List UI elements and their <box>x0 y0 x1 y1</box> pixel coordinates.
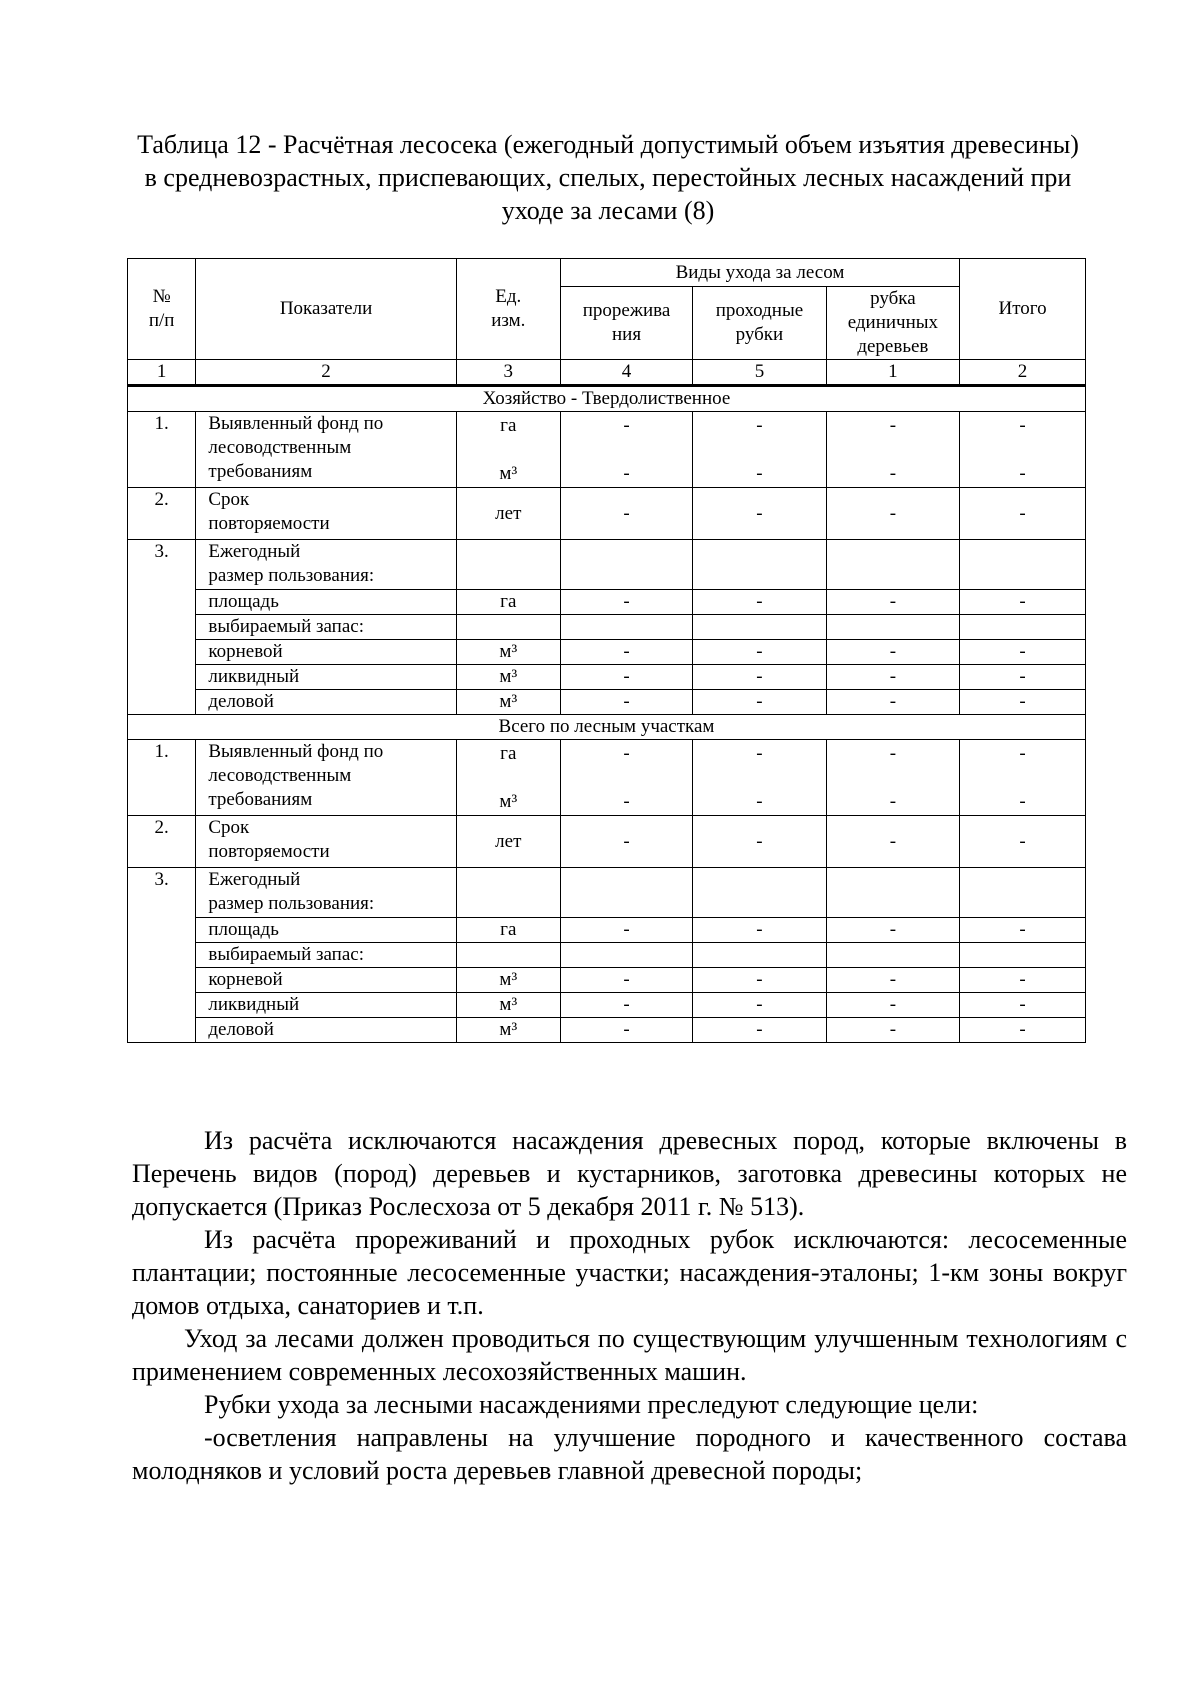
indicator-label: Ежегодный размер пользования: <box>196 868 456 918</box>
value-bottom: - <box>756 790 763 812</box>
indicator-label: Выявленный фонд по лесоводственным требованиям <box>196 740 456 816</box>
index-cell: 2 <box>960 360 1086 386</box>
value-cell <box>693 540 826 590</box>
unit-cell: м³ <box>456 1018 560 1043</box>
value-cell: - <box>826 590 959 615</box>
value-cell: - <box>960 816 1086 868</box>
value-cell <box>826 540 959 590</box>
value-cell: - <box>960 968 1086 993</box>
index-cell: 5 <box>693 360 826 386</box>
indicator-label: корневой <box>196 968 456 993</box>
value-cell: - <box>826 816 959 868</box>
table-title: Таблица 12 - Расчётная лесосека (ежегодный допустимый объем изъятия древесины) в средневозрастных, приспевающих, спелых, перестойных лесных насаждений при уходе за лесами (8) <box>137 130 1079 225</box>
row-number: 1. <box>128 740 196 816</box>
index-cell: 4 <box>560 360 692 386</box>
row-number: 3. <box>128 540 196 715</box>
unit-cell: лет <box>456 488 560 540</box>
table-row <box>128 968 1086 993</box>
value-cell <box>960 868 1086 918</box>
value-cell: - <box>693 816 826 868</box>
unit-cell: м³ <box>456 968 560 993</box>
value-cell <box>560 412 692 488</box>
value-top: - <box>1019 742 1026 764</box>
value-cell <box>560 615 692 640</box>
row-number: 2. <box>128 816 196 868</box>
row-number: 1. <box>128 412 196 488</box>
header-care-types: Виды ухода за лесом <box>560 259 959 287</box>
value-cell <box>693 412 826 488</box>
value-cell: - <box>826 640 959 665</box>
value-bottom: - <box>623 462 630 484</box>
value-cell: - <box>693 665 826 690</box>
value-cell: - <box>826 488 959 540</box>
value-top: - <box>1019 414 1026 436</box>
value-cell <box>826 740 959 816</box>
unit-cell: м³ <box>456 665 560 690</box>
indicator-label: Срок повторяемости <box>196 488 456 540</box>
value-top: - <box>756 742 763 764</box>
index-cell: 2 <box>196 360 456 386</box>
value-cell: - <box>960 1018 1086 1043</box>
value-cell: - <box>960 665 1086 690</box>
unit-cell: га <box>456 590 560 615</box>
value-top: - <box>756 414 763 436</box>
value-cell: - <box>960 993 1086 1018</box>
value-cell <box>960 615 1086 640</box>
value-cell <box>693 943 826 968</box>
value-cell <box>960 540 1086 590</box>
paragraph: Уход за лесами должен проводиться по существующим улучшенным технологиям с применением современных лесохозяйственных машин. <box>132 1324 1127 1386</box>
section-heading: Хозяйство - Твердолиственное <box>128 386 1086 412</box>
value-cell: - <box>693 918 826 943</box>
indicator-label: Ежегодный размер пользования: <box>196 540 456 590</box>
value-cell: - <box>693 1018 826 1043</box>
paragraph: Рубки ухода за лесными насаждениями преследуют следующие цели: <box>204 1390 979 1419</box>
allowable-cut-table <box>127 258 1086 1043</box>
value-cell: - <box>693 488 826 540</box>
indicator-label: деловой <box>196 1018 456 1043</box>
table-row <box>128 665 1086 690</box>
table-row <box>128 816 1086 868</box>
value-cell: - <box>960 640 1086 665</box>
value-cell: - <box>826 918 959 943</box>
value-cell: - <box>826 665 959 690</box>
indicator-label: выбираемый запас: <box>196 615 456 640</box>
table-row <box>128 540 1086 590</box>
value-cell: - <box>560 968 692 993</box>
header-num: № п/п <box>128 259 196 360</box>
value-cell: - <box>560 918 692 943</box>
value-bottom: - <box>623 790 630 812</box>
value-cell: - <box>826 993 959 1018</box>
table-row <box>128 943 1086 968</box>
value-top: - <box>623 414 630 436</box>
value-cell <box>560 868 692 918</box>
unit-cell: м³ <box>456 993 560 1018</box>
value-cell <box>560 740 692 816</box>
value-bottom: - <box>1019 462 1026 484</box>
value-cell: - <box>693 640 826 665</box>
paragraph: Из расчёта прореживаний и проходных рубок исключаются: лесосеменные плантации; постоянные лесосеменные участки; насаждения-эталоны; 1-км зоны вокруг домов отдыха, санаториев и т.п. <box>132 1225 1127 1320</box>
table-row <box>128 690 1086 715</box>
unit-cell <box>456 868 560 918</box>
value-cell: - <box>693 590 826 615</box>
value-cell <box>693 615 826 640</box>
unit-cell: га <box>456 918 560 943</box>
value-cell: - <box>960 690 1086 715</box>
unit-ha: га <box>500 742 517 764</box>
header-passage-cutting: проходные рубки <box>693 287 826 360</box>
unit-m3: м³ <box>499 462 518 484</box>
table-row <box>128 740 1086 816</box>
index-cell: 3 <box>456 360 560 386</box>
header-thinning: прорежива ния <box>560 287 692 360</box>
table-row <box>128 993 1086 1018</box>
value-bottom: - <box>889 790 897 812</box>
value-cell <box>560 540 692 590</box>
value-top: - <box>889 742 897 764</box>
value-cell: - <box>960 918 1086 943</box>
indicator-label: корневой <box>196 640 456 665</box>
unit-cell: м³ <box>456 640 560 665</box>
value-cell <box>960 943 1086 968</box>
value-cell: - <box>693 993 826 1018</box>
table-row <box>128 640 1086 665</box>
table-row <box>128 918 1086 943</box>
unit-cell <box>456 740 560 816</box>
indicator-label: площадь <box>196 590 456 615</box>
unit-cell <box>456 412 560 488</box>
header-indicators: Показатели <box>196 259 456 360</box>
value-cell <box>960 412 1086 488</box>
row-number: 2. <box>128 488 196 540</box>
indicator-label: Выявленный фонд по лесоводственным требованиям <box>196 412 456 488</box>
value-cell: - <box>560 665 692 690</box>
unit-ha: га <box>500 414 517 436</box>
header-unit: Ед. изм. <box>456 259 560 360</box>
unit-cell <box>456 615 560 640</box>
table-row <box>128 1018 1086 1043</box>
value-cell: - <box>560 640 692 665</box>
unit-cell: м³ <box>456 690 560 715</box>
value-cell: - <box>560 488 692 540</box>
value-cell: - <box>560 993 692 1018</box>
paragraph: -осветления направлены на улучшение породного и качественного состава молодняков и условий роста деревьев главной древесной породы; <box>132 1423 1127 1485</box>
body-text <box>132 1124 1127 1487</box>
index-cell: 1 <box>128 360 196 386</box>
indicator-label: Срок повторяемости <box>196 816 456 868</box>
unit-cell <box>456 943 560 968</box>
value-top: - <box>889 414 897 436</box>
value-cell <box>826 943 959 968</box>
value-cell: - <box>560 590 692 615</box>
value-cell <box>693 740 826 816</box>
value-cell: - <box>826 1018 959 1043</box>
table-body <box>128 259 1086 1043</box>
value-cell: - <box>826 968 959 993</box>
value-cell: - <box>560 690 692 715</box>
header-single-tree-cutting: рубка единичных деревьев <box>826 287 959 360</box>
value-bottom: - <box>1019 790 1026 812</box>
indicator-label: выбираемый запас: <box>196 943 456 968</box>
indicator-label: деловой <box>196 690 456 715</box>
value-cell: - <box>560 816 692 868</box>
unit-m3: м³ <box>499 790 518 812</box>
unit-cell <box>456 540 560 590</box>
table-row <box>128 488 1086 540</box>
value-cell: - <box>826 690 959 715</box>
value-cell <box>693 868 826 918</box>
value-cell <box>826 615 959 640</box>
value-cell: - <box>693 690 826 715</box>
header-total: Итого <box>960 259 1086 360</box>
paragraph: Из расчёта исключаются насаждения древесных пород, которые включены в Перечень видов (пород) деревьев и кустарников, заготовка древесины которых не допускается (Приказ Рослесхоза от 5 декабря 2011 г. № 513). <box>132 1126 1127 1221</box>
value-cell <box>826 412 959 488</box>
indicator-label: площадь <box>196 918 456 943</box>
value-bottom: - <box>756 462 763 484</box>
value-cell: - <box>960 488 1086 540</box>
value-cell <box>826 868 959 918</box>
table-row <box>128 412 1086 488</box>
value-cell: - <box>693 968 826 993</box>
value-cell: - <box>560 1018 692 1043</box>
row-number: 3. <box>128 868 196 1043</box>
section-heading: Всего по лесным участкам <box>128 715 1086 740</box>
value-cell <box>560 943 692 968</box>
indicator-label: ликвидный <box>196 993 456 1018</box>
value-cell: - <box>960 590 1086 615</box>
unit-cell: лет <box>456 816 560 868</box>
table-row <box>128 615 1086 640</box>
index-cell: 1 <box>826 360 959 386</box>
table-row <box>128 868 1086 918</box>
indicator-label: ликвидный <box>196 665 456 690</box>
value-bottom: - <box>889 462 897 484</box>
value-cell <box>960 740 1086 816</box>
value-top: - <box>623 742 630 764</box>
table-row <box>128 590 1086 615</box>
